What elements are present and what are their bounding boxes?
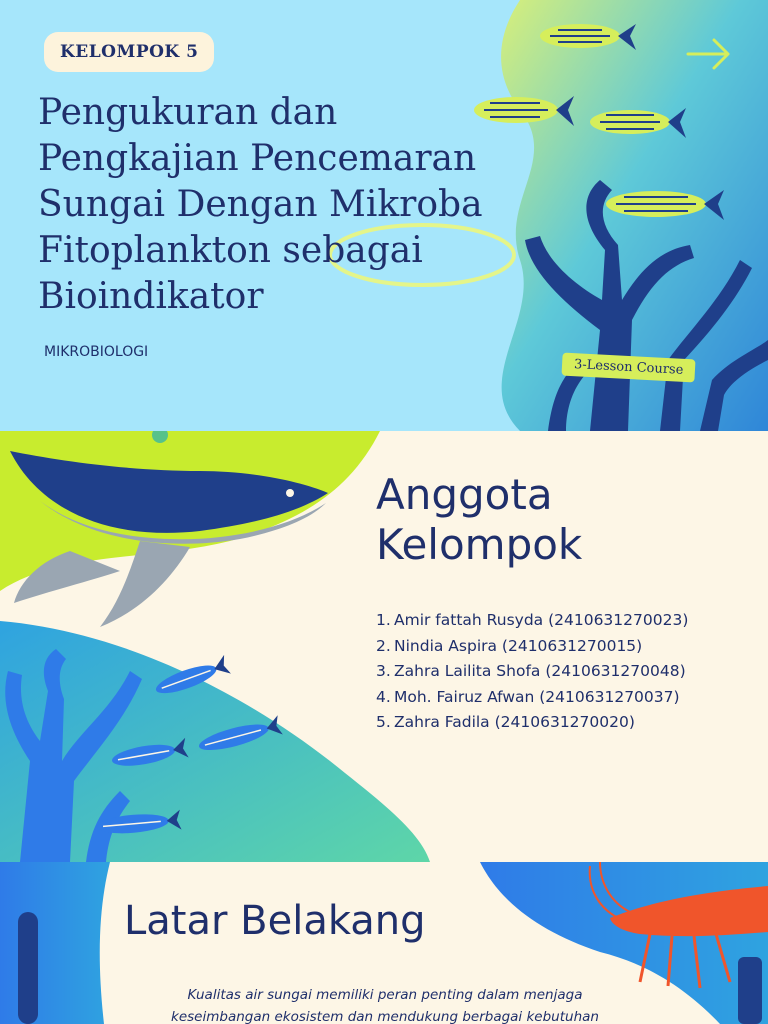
background-heading: Latar Belakang	[124, 898, 426, 944]
title-line: Pengkajian Pencemaran	[38, 138, 477, 179]
member-name: Moh. Fairuz Afwan (2410631270037)	[394, 687, 680, 706]
member-number: 1.	[376, 611, 391, 629]
member-name: Zahra Lailita Shofa (2410631270048)	[394, 662, 686, 680]
title-line: Bioindikator	[38, 276, 264, 317]
background-body	[130, 984, 640, 1024]
member-number: 3.	[376, 662, 391, 680]
member-number: 2.	[376, 636, 391, 655]
group-badge: KELOMPOK 5	[44, 32, 214, 72]
member-item	[376, 608, 688, 634]
member-list	[376, 608, 688, 736]
member-number: 5.	[376, 713, 391, 731]
subject-label: MIKROBIOLOGI	[44, 344, 149, 360]
slide-title	[38, 90, 538, 320]
body-line: keseimbangan ekosistem dan mendukung berbagai kebutuhan	[171, 1009, 599, 1024]
left-blue-shape	[0, 862, 110, 1024]
heading-line: Kelompok	[376, 520, 583, 569]
title-line: Sungai Dengan Mikroba	[38, 184, 483, 225]
member-name: Zahra Fadila (2410631270020)	[394, 713, 635, 731]
member-number: 4.	[376, 687, 391, 706]
member-item	[376, 634, 688, 660]
background-slide[interactable]	[0, 862, 768, 1024]
title-line: Fitoplankton sebagai	[38, 230, 423, 271]
members-heading	[376, 470, 746, 570]
title-line: Pengukuran dan	[38, 92, 338, 133]
course-tag: 3-Lesson Course	[561, 353, 695, 383]
coral-stalk	[18, 912, 38, 1024]
heading-line: Anggota	[376, 470, 553, 519]
member-name: Nindia Aspira (2410631270015)	[394, 636, 643, 655]
arrow-right-icon[interactable]	[684, 34, 734, 74]
coral-stalk	[738, 957, 762, 1024]
title-slide[interactable]	[0, 0, 768, 431]
member-item	[376, 710, 688, 736]
member-item	[376, 659, 688, 685]
body-line: Kualitas air sungai memiliki peran penting dalam menjaga	[187, 987, 583, 1003]
member-name: Amir fattah Rusyda (2410631270023)	[394, 611, 689, 629]
members-slide[interactable]	[0, 431, 768, 862]
member-item	[376, 685, 688, 711]
